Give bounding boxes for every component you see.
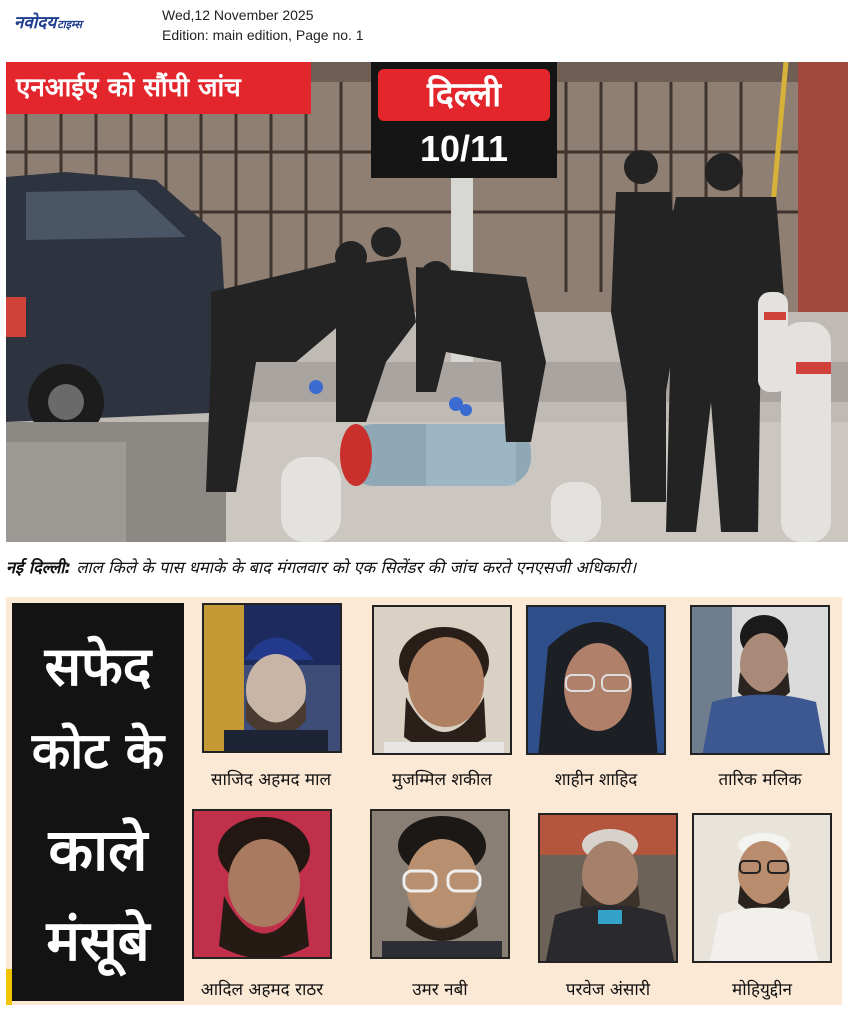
person-name: परवेज अंसारी — [565, 980, 651, 1000]
person-name: मुजम्मिल शकील — [392, 770, 492, 790]
headline-line: सफेद — [44, 635, 152, 698]
portrait-sajid — [202, 603, 342, 753]
portrait-adil — [192, 809, 332, 959]
main-news-photo — [6, 62, 848, 542]
date-label: 10/11 — [419, 128, 509, 169]
edition-info — [162, 5, 364, 45]
photo-caption — [6, 555, 851, 578]
caption-location: नई दिल्ली: — [6, 558, 72, 577]
newspaper-logo[interactable] — [14, 10, 82, 33]
portrait-parvez — [538, 813, 678, 963]
person-name: मोहियुद्दीन — [732, 980, 792, 1000]
suspects-panel — [6, 597, 842, 1005]
headline-box — [12, 603, 184, 1001]
place-label: दिल्ली — [378, 69, 550, 121]
person-name: आदिल अहमद राठर — [200, 980, 324, 1000]
portrait-mohiyuddin — [692, 813, 832, 963]
portrait-umar — [370, 809, 510, 959]
headline-line: कोट के — [31, 722, 165, 780]
headline-line: काले — [48, 816, 148, 884]
yellow-accent — [6, 969, 12, 1005]
person-name: शाहीन शाहिद — [554, 770, 638, 790]
logo-sub-text: टाइम्स — [57, 18, 82, 31]
headline-line: मंसूबे — [46, 909, 150, 974]
person-name: तारिक मलिक — [718, 770, 802, 790]
investigation-tag: एनआईए को सौंपी जांच — [6, 62, 311, 114]
portrait-shaheen — [526, 605, 666, 755]
logo-main-text: नवोदय — [14, 13, 57, 33]
caption-text: लाल किले के पास धमाके के बाद मंगलवार को एक सिलेंडर की जांच करते एनएसजी अधिकारी। — [71, 558, 637, 577]
edition-page: Edition: main edition, Page no. 1 — [162, 27, 364, 43]
portrait-muzammil — [372, 605, 512, 755]
person-name: साजिद अहमद माल — [210, 770, 332, 790]
masthead — [0, 0, 855, 50]
place-date-badge — [371, 62, 557, 178]
edition-date: Wed,12 November 2025 — [162, 7, 314, 23]
person-name: उमर नबी — [412, 980, 468, 1000]
portrait-tariq — [690, 605, 830, 755]
